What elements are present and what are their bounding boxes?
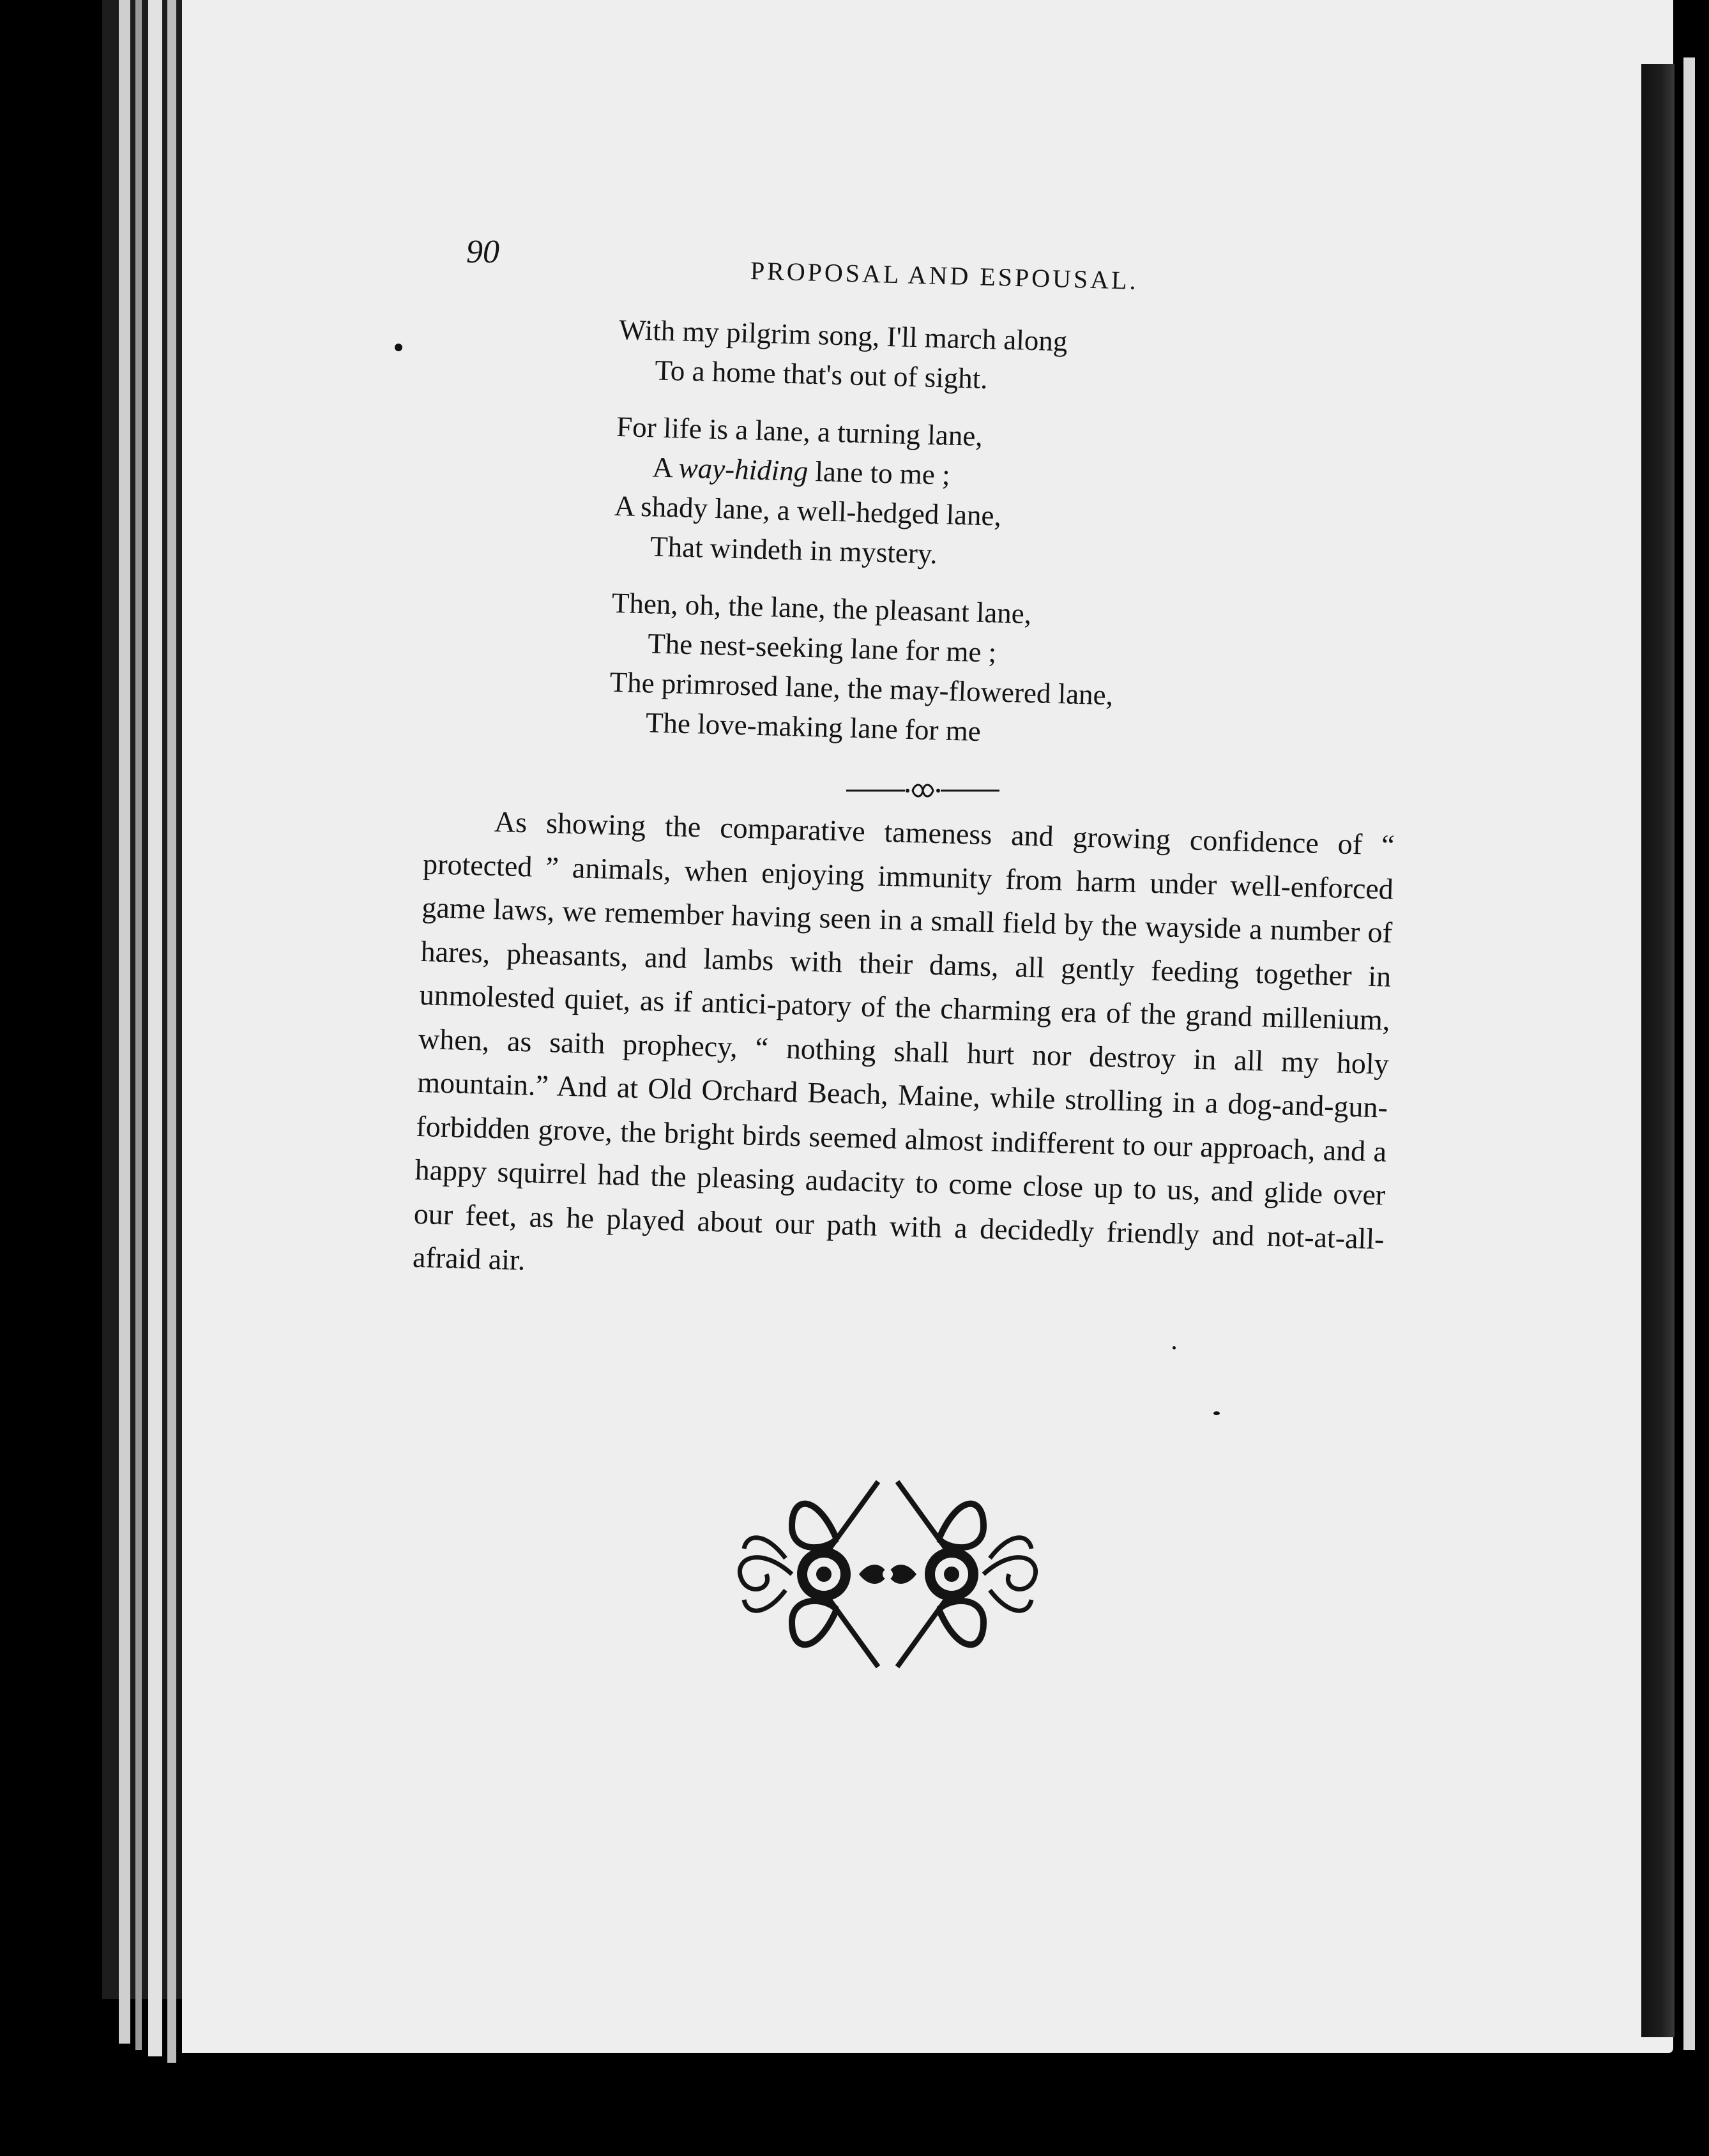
ink-speck bbox=[1213, 1411, 1220, 1415]
poem bbox=[608, 310, 1258, 776]
poem-stanza bbox=[608, 583, 1250, 758]
poem-line: With my pilgrim song, I'll march along bbox=[618, 313, 1068, 358]
tailpiece-ornament bbox=[722, 1469, 1054, 1680]
poem-line-part: A bbox=[651, 451, 672, 484]
poem-stanza bbox=[613, 407, 1256, 582]
prose-paragraph: As showing the comparative tameness and growing confidence of “ protected ” animals, when enjoying immunity from harm under well-enforced game laws, we remember having seen in a small field by the wayside a number of hares, pheasants, and lambs with their dams, all gently feeding together in unmolested quiet, as if antici-patory of the charming era of the grand millenium, when, as saith prophecy, “ nothing shall hurt nor destroy in all my holy mountain.” And at Old Orchard Beach, Maine, while strolling in a dog-and-gun-forbidden grove, the bright birds seemed almost indifferent to our approach, and a happy squirrel had the pleasing audacity to come close up to us, and glide over our feet, as he played about our path with a decidedly friendly and not-at-all-afraid air. bbox=[412, 805, 1395, 1277]
poem-line: That windeth in mystery. bbox=[649, 530, 938, 570]
poem-line: The love-making lane for me bbox=[645, 706, 982, 748]
poem-line: For life is a lane, a turning lane, bbox=[616, 410, 984, 452]
poem-line: Then, oh, the lane, the pleasant lane, bbox=[611, 586, 1032, 630]
poem-stanza bbox=[618, 310, 1258, 406]
page-stack-edge bbox=[135, 0, 142, 2050]
page-stack-edge bbox=[148, 0, 162, 2056]
page-stack-edge bbox=[167, 0, 176, 2063]
running-title: PROPOSAL AND ESPOUSAL. bbox=[750, 256, 1139, 295]
ink-speck bbox=[395, 344, 402, 351]
page-gutter-shadow bbox=[1641, 64, 1675, 2037]
poem-line: A shady lane, a well-hedged lane, bbox=[614, 489, 1002, 532]
poem-line: The primrosed lane, the may-flowered lane, bbox=[609, 665, 1114, 711]
poem-line-italic: way-hiding bbox=[678, 452, 809, 487]
poem-line: The nest-seeking lane for me ; bbox=[647, 627, 997, 669]
ink-speck bbox=[1173, 1346, 1176, 1349]
poem-line-part: lane to me ; bbox=[814, 455, 951, 491]
page-number: 90 bbox=[466, 234, 499, 270]
section-divider-ornament bbox=[846, 778, 999, 803]
poem-line: To a home that's out of sight. bbox=[654, 354, 989, 395]
page-stack-edge bbox=[119, 0, 130, 2044]
right-page-edge bbox=[1683, 57, 1695, 2050]
